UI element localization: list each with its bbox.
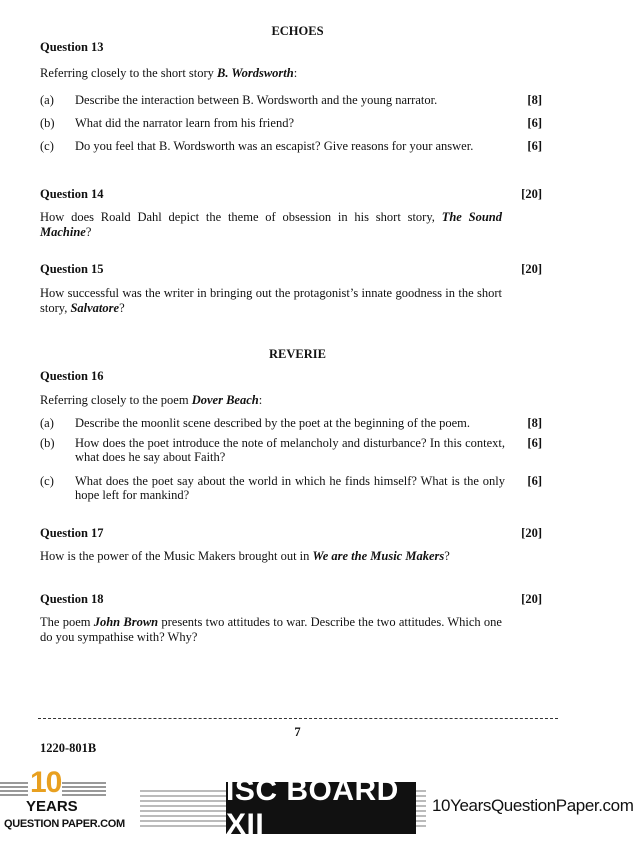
intro-suffix: :	[293, 66, 298, 80]
board-banner: ISC BOARD XII	[226, 782, 416, 834]
q13-part-c-marks: [6]	[527, 139, 542, 153]
page-divider	[38, 718, 558, 719]
q13-part-c-label: (c)	[40, 139, 54, 153]
q16-part-a-label: (a)	[40, 416, 54, 430]
logo-years: YEARS	[26, 798, 78, 815]
q16-part-c-marks: [6]	[527, 474, 542, 488]
question-text: The poem	[40, 615, 94, 629]
q13-part-b-label: (b)	[40, 116, 55, 130]
question-17-marks: [20]	[521, 526, 542, 540]
question-15-text	[40, 286, 502, 316]
website-link[interactable]: 10YearsQuestionPaper.com	[432, 796, 633, 815]
poem-title: Dover Beach	[191, 393, 259, 407]
logo-number: 10	[30, 766, 62, 799]
q13-part-b-text: What did the narrator learn from his friend?	[75, 116, 295, 130]
q13-part-a-label: (a)	[40, 93, 54, 107]
q16-part-c-label: (c)	[40, 474, 54, 488]
q16-part-b-marks: [6]	[527, 436, 542, 450]
poem-title: John Brown	[93, 615, 159, 629]
q13-part-a-marks: [8]	[527, 93, 542, 107]
banner-stripes-icon	[416, 790, 426, 828]
question-18-heading: Question 18	[40, 592, 104, 606]
question-17-text	[40, 549, 502, 564]
q16-part-b-label: (b)	[40, 436, 55, 450]
banner-stripes-icon	[140, 790, 226, 828]
question-13-heading: Question 13	[40, 40, 104, 54]
section-title-echoes: ECHOES	[271, 24, 324, 38]
question-text: How does Roald Dahl depict the theme of obsession in his short story,	[40, 210, 442, 224]
question-16-heading: Question 16	[40, 369, 104, 383]
page-number: 7	[294, 725, 301, 739]
q16-part-b-text: How does the poet introduce the note of melancholy and disturbance? In this context, what does he say about Faith?	[75, 436, 505, 464]
question-13-intro	[40, 66, 502, 81]
story-title: B. Wordsworth	[217, 66, 294, 80]
question-18-text	[40, 615, 502, 645]
section-title-reverie: REVERIE	[269, 347, 326, 361]
logo-site-name: QUESTION PAPER.COM	[4, 818, 125, 830]
story-title: Salvatore	[70, 301, 120, 315]
logo-stripes-icon	[62, 782, 106, 796]
intro-text: Referring closely to the poem	[40, 393, 192, 407]
question-suffix: presents two attitudes to war. Describe the two attitudes. Which one do you sympathise with? Why?	[40, 615, 502, 644]
question-14-heading: Question 14	[40, 187, 104, 201]
paper-code: 1220-801B	[40, 741, 97, 755]
poem-title: We are the Music Makers	[312, 549, 445, 563]
question-text: How is the power of the Music Makers brought out in	[40, 549, 313, 563]
question-16-intro	[40, 393, 502, 408]
q16-part-a-text: Describe the moonlit scene described by the poet at the beginning of the poem.	[75, 416, 471, 430]
question-14-marks: [20]	[521, 187, 542, 201]
q13-part-c-text: Do you feel that B. Wordsworth was an escapist? Give reasons for your answer.	[75, 139, 474, 153]
question-15-marks: [20]	[521, 262, 542, 276]
intro-text: Referring closely to the short story	[40, 66, 218, 80]
story-title: The Sound Machine	[40, 210, 502, 239]
q13-part-b-marks: [6]	[527, 116, 542, 130]
question-18-marks: [20]	[521, 592, 542, 606]
q16-part-c-text: What does the poet say about the world in which he finds himself? What is the only hope left for mankind?	[75, 474, 505, 502]
question-suffix: ?	[444, 549, 450, 563]
intro-suffix: :	[258, 393, 263, 407]
q13-part-a-text: Describe the interaction between B. Wordsworth and the young narrator.	[75, 93, 438, 107]
question-17-heading: Question 17	[40, 526, 104, 540]
question-text: How successful was the writer in bringing out the protagonist’s innate goodness in the short story,	[40, 286, 502, 315]
question-15-heading: Question 15	[40, 262, 104, 276]
q16-part-a-marks: [8]	[527, 416, 542, 430]
question-suffix: ?	[85, 225, 92, 239]
logo-stripes-icon	[0, 782, 28, 796]
question-14-text	[40, 210, 502, 240]
question-suffix: ?	[119, 301, 125, 315]
